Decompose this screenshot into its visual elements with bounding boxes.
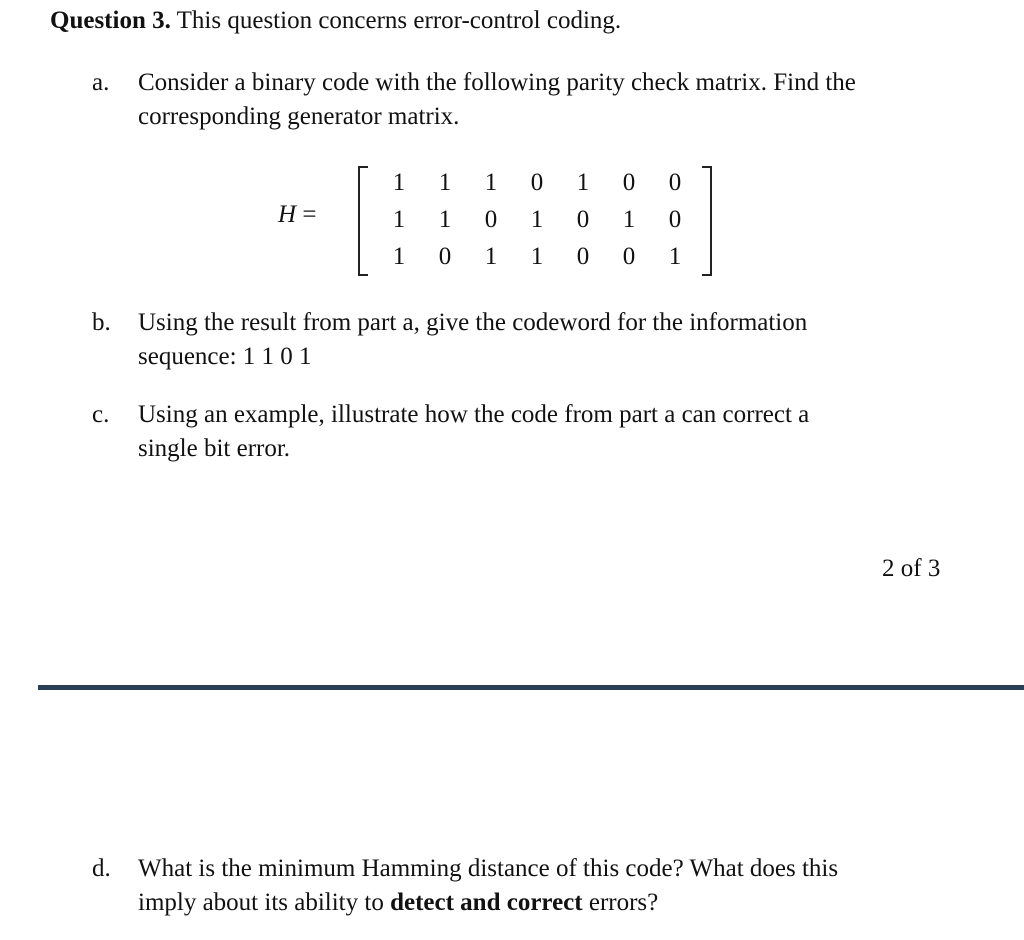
matrix-cell: 0 xyxy=(622,169,636,196)
part-d-line-2 xyxy=(138,886,938,920)
matrix-cell: 1 xyxy=(530,243,544,270)
matrix-cell: 0 xyxy=(438,243,452,270)
part-d-letter: d. xyxy=(92,855,111,882)
matrix-symbol: H xyxy=(278,201,297,228)
part-a-line-1: Consider a binary code with the following parity check matrix. Find the xyxy=(138,69,856,96)
part-b-text xyxy=(138,306,938,374)
matrix-cell: 0 xyxy=(668,206,682,233)
page-number: 2 of 3 xyxy=(882,555,941,582)
part-d-emphasis: detect and correct xyxy=(390,889,583,916)
part-d-line-2-pre: imply about its ability to xyxy=(138,889,391,916)
parity-check-matrix xyxy=(278,160,728,276)
part-d-text xyxy=(138,852,938,920)
part-c-line-1: Using an example, illustrate how the code from part a can correct a xyxy=(138,401,810,428)
matrix-equals: = xyxy=(302,201,317,228)
page-divider xyxy=(38,685,1024,690)
matrix-cell: 1 xyxy=(438,206,452,233)
matrix-cell: 0 xyxy=(484,206,498,233)
matrix-cell: 0 xyxy=(576,206,590,233)
matrix-cell: 1 xyxy=(530,206,544,233)
part-b-letter: b. xyxy=(92,309,111,336)
matrix-label xyxy=(278,198,316,232)
part-c-text xyxy=(138,398,938,466)
part-a-letter: a. xyxy=(92,69,110,96)
matrix-cell: 0 xyxy=(530,169,544,196)
question-intro: This question concerns error-control coding. xyxy=(170,7,622,34)
part-a-line-2: corresponding generator matrix. xyxy=(138,103,460,130)
matrix-cell: 1 xyxy=(668,243,682,270)
matrix-cell: 1 xyxy=(484,169,498,196)
matrix-cell: 1 xyxy=(622,206,636,233)
part-c-line-2: single bit error. xyxy=(138,435,291,462)
part-d-line-2-post: errors? xyxy=(582,889,659,916)
part-b-line-2: sequence: 1 1 0 1 xyxy=(138,343,312,370)
matrix-cell: 0 xyxy=(668,169,682,196)
matrix-cell: 1 xyxy=(484,243,498,270)
matrix-cell: 1 xyxy=(438,169,452,196)
matrix-right-bracket xyxy=(702,166,712,276)
question-number: Question 3. xyxy=(50,7,171,34)
matrix-left-bracket xyxy=(358,166,368,276)
part-b-line-1: Using the result from part a, give the codeword for the information xyxy=(138,309,808,336)
matrix-cell: 1 xyxy=(392,169,406,196)
matrix-cell: 1 xyxy=(392,206,406,233)
matrix-cell: 1 xyxy=(576,169,590,196)
matrix-cell: 0 xyxy=(576,243,590,270)
matrix-cell: 0 xyxy=(622,243,636,270)
part-a-text xyxy=(138,66,938,134)
part-c-letter: c. xyxy=(92,401,110,428)
part-d-line-1: What is the minimum Hamming distance of this code? What does this xyxy=(138,855,839,882)
matrix-grid xyxy=(376,164,698,275)
question-title xyxy=(50,4,621,38)
matrix-cell: 1 xyxy=(392,243,406,270)
